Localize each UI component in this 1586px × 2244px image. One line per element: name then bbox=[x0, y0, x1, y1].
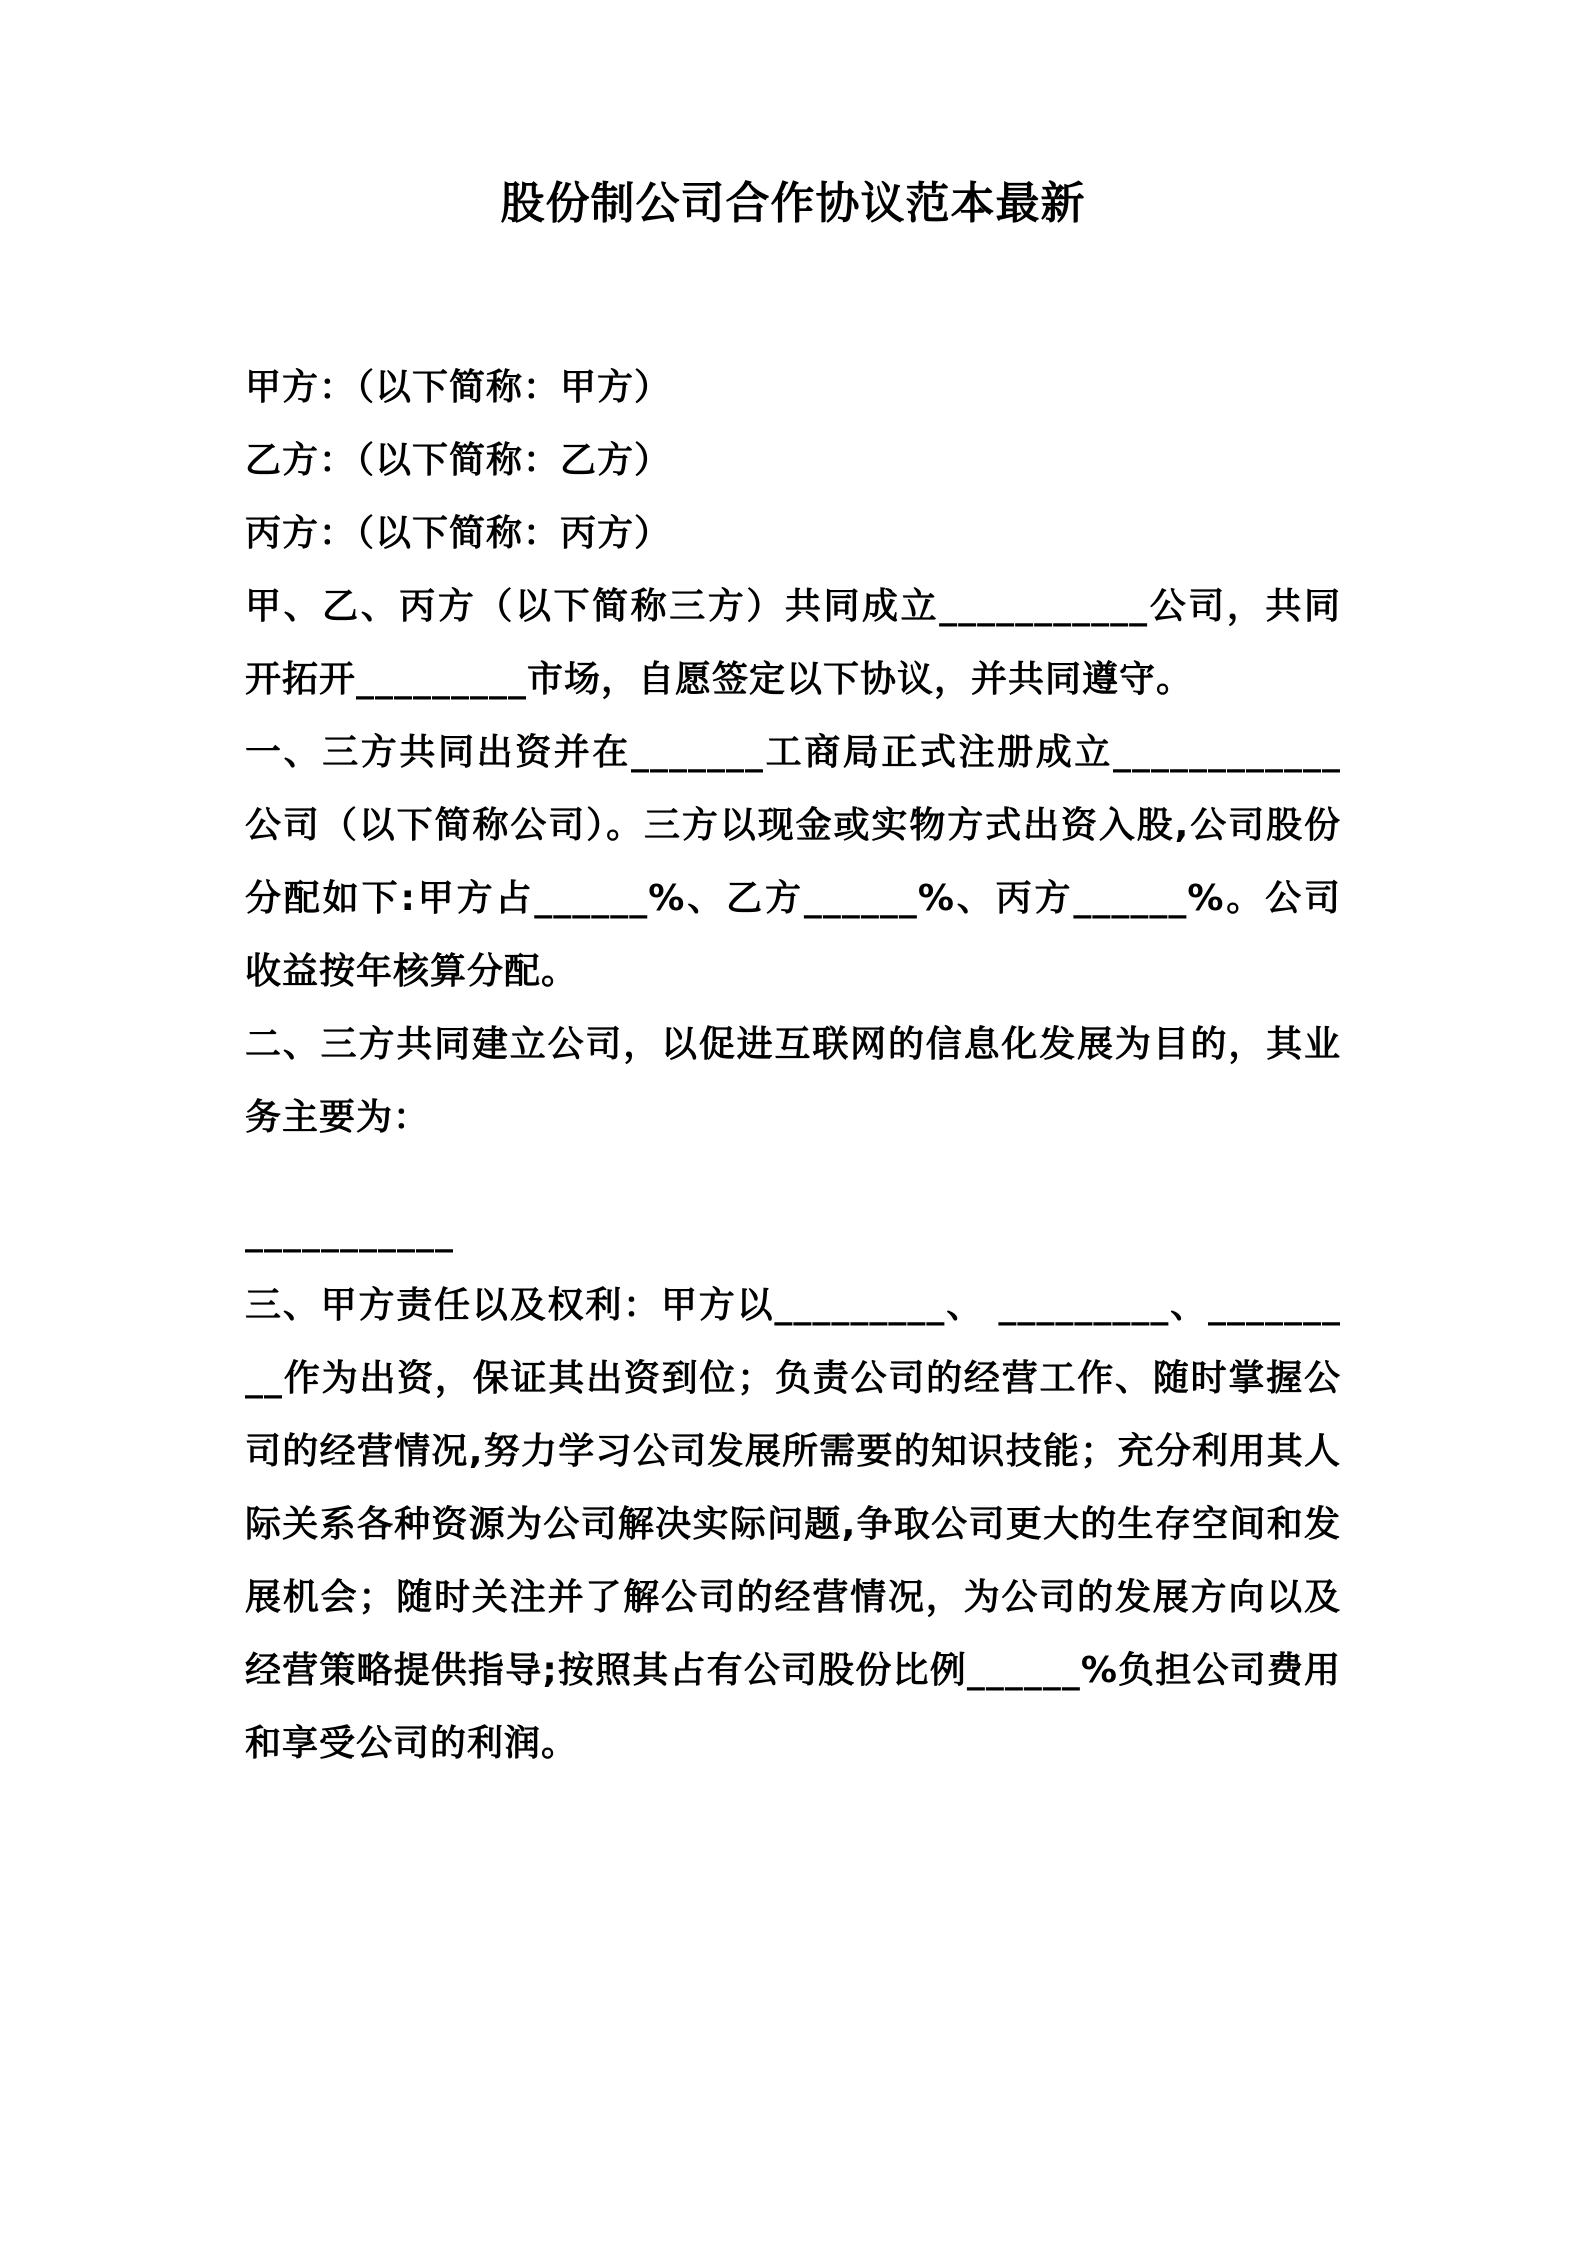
document-body bbox=[245, 351, 1341, 1780]
paragraph-party-a: 甲方：（以下简称：甲方） bbox=[245, 367, 672, 408]
paragraph-fill-in-blank-line: ___________ bbox=[245, 1212, 454, 1253]
paragraph-intro: 甲、乙、丙方（以下简称三方）共同成立___________公司，共同开拓开_________市场，自愿签定以下协议，并共同遵守。 bbox=[245, 586, 1341, 700]
paragraph-party-c: 丙方：（以下简称：丙方） bbox=[245, 513, 672, 554]
paragraph-clause-2: 二、三方共同建立公司，以促进互联网的信息化发展为目的，其业务主要为： bbox=[245, 1024, 1341, 1138]
document-title: 股份制公司合作协议范本最新 bbox=[500, 178, 1086, 229]
paragraph-party-b: 乙方：（以下简称：乙方） bbox=[245, 440, 672, 481]
paragraph-clause-1: 一、三方共同出资并在_______工商局正式注册成立____________公司（以下简称公司）。三方以现金或实物方式出资入股,公司股份分配如下:甲方占______%、乙方______%、丙方______%。公司收益按年核算分配。 bbox=[245, 732, 1341, 992]
paragraph-clause-3: 三、甲方责任以及权利：甲方以_________、 _________、_________作为出资，保证其出资到位；负责公司的经营工作、随时掌握公司的经营情况,努力学习公司发展所需要的知识技能；充分利用其人际关系各种资源为公司解决实际问题,争取公司更大的生存空间和发展机会；随时关注并了解公司的经营情况，为公司的发展方向以及经营策略提供指导;按照其占有公司股份比例______%负担公司费用和享受公司的利润。 bbox=[245, 1285, 1341, 1764]
